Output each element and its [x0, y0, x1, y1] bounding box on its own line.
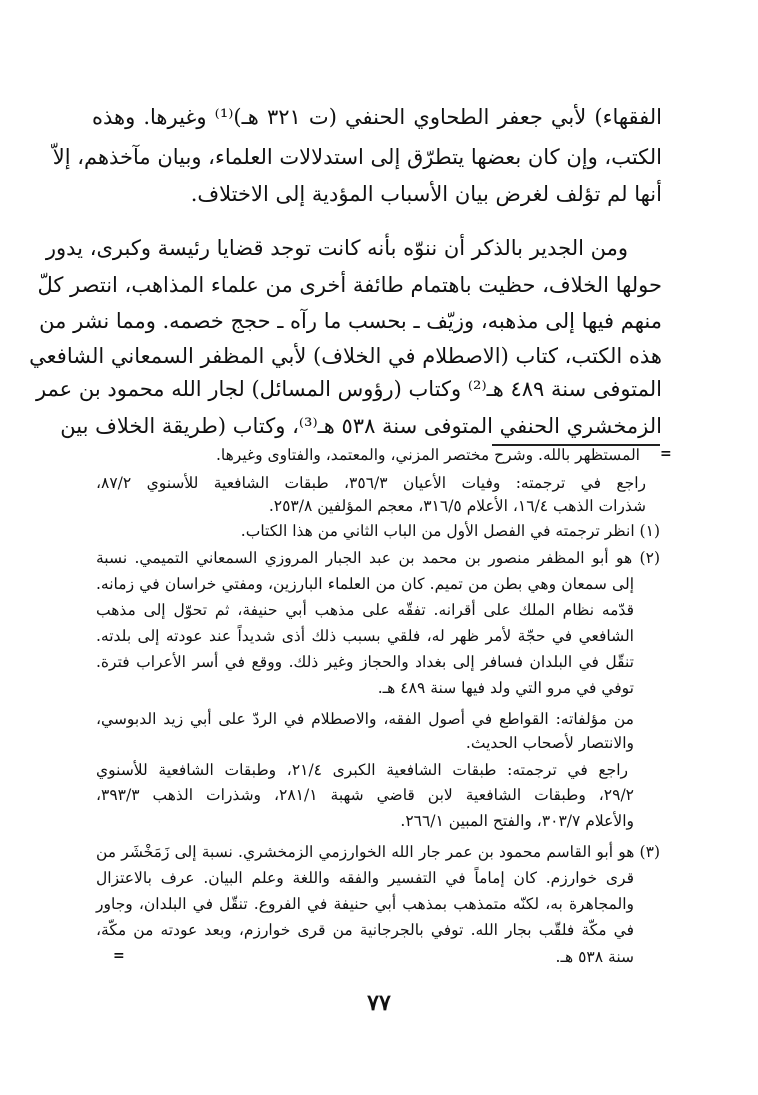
footnote-3-line: (٣) هو أبو القاسم محمود بن عمر جار الله الخوارزمي الزمخشري. نسبة إلى زَمَخْشَر من — [96, 843, 660, 861]
footnote-2-line: إلى سمعان وهي بطن من تميم. كان من العلماء البارزين، ومفتي خراسان في زمانه. — [96, 575, 634, 593]
footnote-line: راجع في ترجمته: وفيات الأعيان ٣٥٦/٣، طبقات الشافعية للأسنوي ٨٧/٢، — [96, 474, 646, 492]
footnote-2-line: والأعلام ٣٠٣/٧، والفتح المبين ٢٦٦/١. — [400, 812, 634, 830]
page-number: ٧٧ — [367, 990, 391, 1016]
footnote-3-line: سنة ٥٣٨ هـ. — [555, 948, 634, 966]
footnote-2-line: من مؤلفاته: القواطع في أصول الفقه، والاصطلام في الردّ على أبي زيد الدبوسي، — [96, 710, 634, 728]
footnote-3-line: قرى خوارزم. كان إماماً في التفسير والفقه واللغة وعلم البيان. عرف بالاعتزال — [96, 869, 634, 887]
footnote-continuation-marker: = — [660, 446, 672, 462]
body-line: الزمخشري الحنفي المتوفى سنة ٥٣٨ هـ⁽³⁾، وكتاب (طريقة الخلاف بين — [60, 414, 662, 438]
footnote-3-line: في مكّة فلقّب بجار الله. توفي بالجرجانية من قرى خوارزم، وبعد عودته من مكّة، — [96, 921, 634, 939]
footnote-2-line: راجع في ترجمته: طبقات الشافعية الكبرى ٢١/٤، وطبقات الشافعية للأسنوي — [96, 761, 628, 779]
footnote-2-line: توفي في مرو التي ولد فيها سنة ٤٨٩ هـ. — [377, 679, 634, 697]
footnote-2-line: والانتصار لأصحاب الحديث. — [465, 734, 634, 752]
footnote-line: شذرات الذهب ١٦/٤، الأعلام ٣١٦/٥، معجم المؤلفين ٢٥٣/٨. — [268, 497, 646, 515]
footnote-1-line: (١) انظر ترجمته في الفصل الأول من الباب الثاني من هذا الكتاب. — [240, 522, 660, 540]
footnote-3-line: والمجاهرة به، لكنّه متمذهب بمذهب أبي حنيفة في الفروع. تنقّل في البلدان، وجاور — [96, 895, 634, 913]
footnote-2-line: (٢) هو أبو المظفر منصور بن محمد بن عبد الجبار المروزي السمعاني التميمي. نسبة — [96, 549, 660, 567]
footnote-continues-marker: = — [113, 948, 125, 964]
footnote-line: المستظهر بالله. وشرح مختصر المزني، والمعتمد، والفتاوى وغيرها. — [215, 446, 640, 464]
footnote-2-line: الشافعي في حجّة لأمر ظهر له، فلقي بسبب ذلك أذى شديداً عند عودته إلى بلدته. — [96, 627, 634, 645]
body-line: أنها لم تؤلف لغرض بيان الأسباب المؤدية إلى الاختلاف. — [190, 182, 662, 206]
body-line: حولها الخلاف، حظيت باهتمام طائفة أخرى من علماء المذاهب، انتصر كلّ — [37, 273, 662, 297]
body-line: ومن الجدير بالذكر أن ننوّه بأنه كانت توجد قضايا رئيسة وكبرى، يدور — [45, 236, 628, 260]
footnote-2-line: ٢٩/٢، وطبقات الشافعية لابن قاضي شهبة ٢٨١/١، وشذرات الذهب ٣٩٣/٣، — [96, 786, 634, 804]
body-line: المتوفى سنة ٤٨٩ هـ⁽²⁾ وكتاب (رؤوس المسائل) لجار الله محمود بن عمر — [35, 377, 662, 401]
footnote-2-line: تنقّل في البلدان فسافر إلى بغداد والحجاز وغير ذلك. ووقع في أسر الأعراب فترة. — [96, 653, 634, 671]
body-line: منهم فيها إلى مذهبه، وزيّف ـ بحسب ما رآه ـ حجج خصمه. ومما نشر من — [39, 309, 662, 333]
body-line: هذه الكتب، كتاب (الاصطلام في الخلاف) لأبي المظفر السمعاني الشافعي — [29, 344, 662, 368]
footnote-2-line: قدّمه نظام الملك على أقرانه. تفقّه على مذهب أبي حنيفة، ثم تحوّل إلى مذهب — [96, 601, 634, 619]
body-line: الفقهاء) لأبي جعفر الطحاوي الحنفي (ت ٣٢١ هـ)⁽¹⁾ وغيرها. وهذه — [92, 105, 662, 129]
body-line: الكتب، وإن كان بعضها يتطرّق إلى استدلالات العلماء، وبيان مآخذهم، إلاّ — [52, 145, 662, 169]
